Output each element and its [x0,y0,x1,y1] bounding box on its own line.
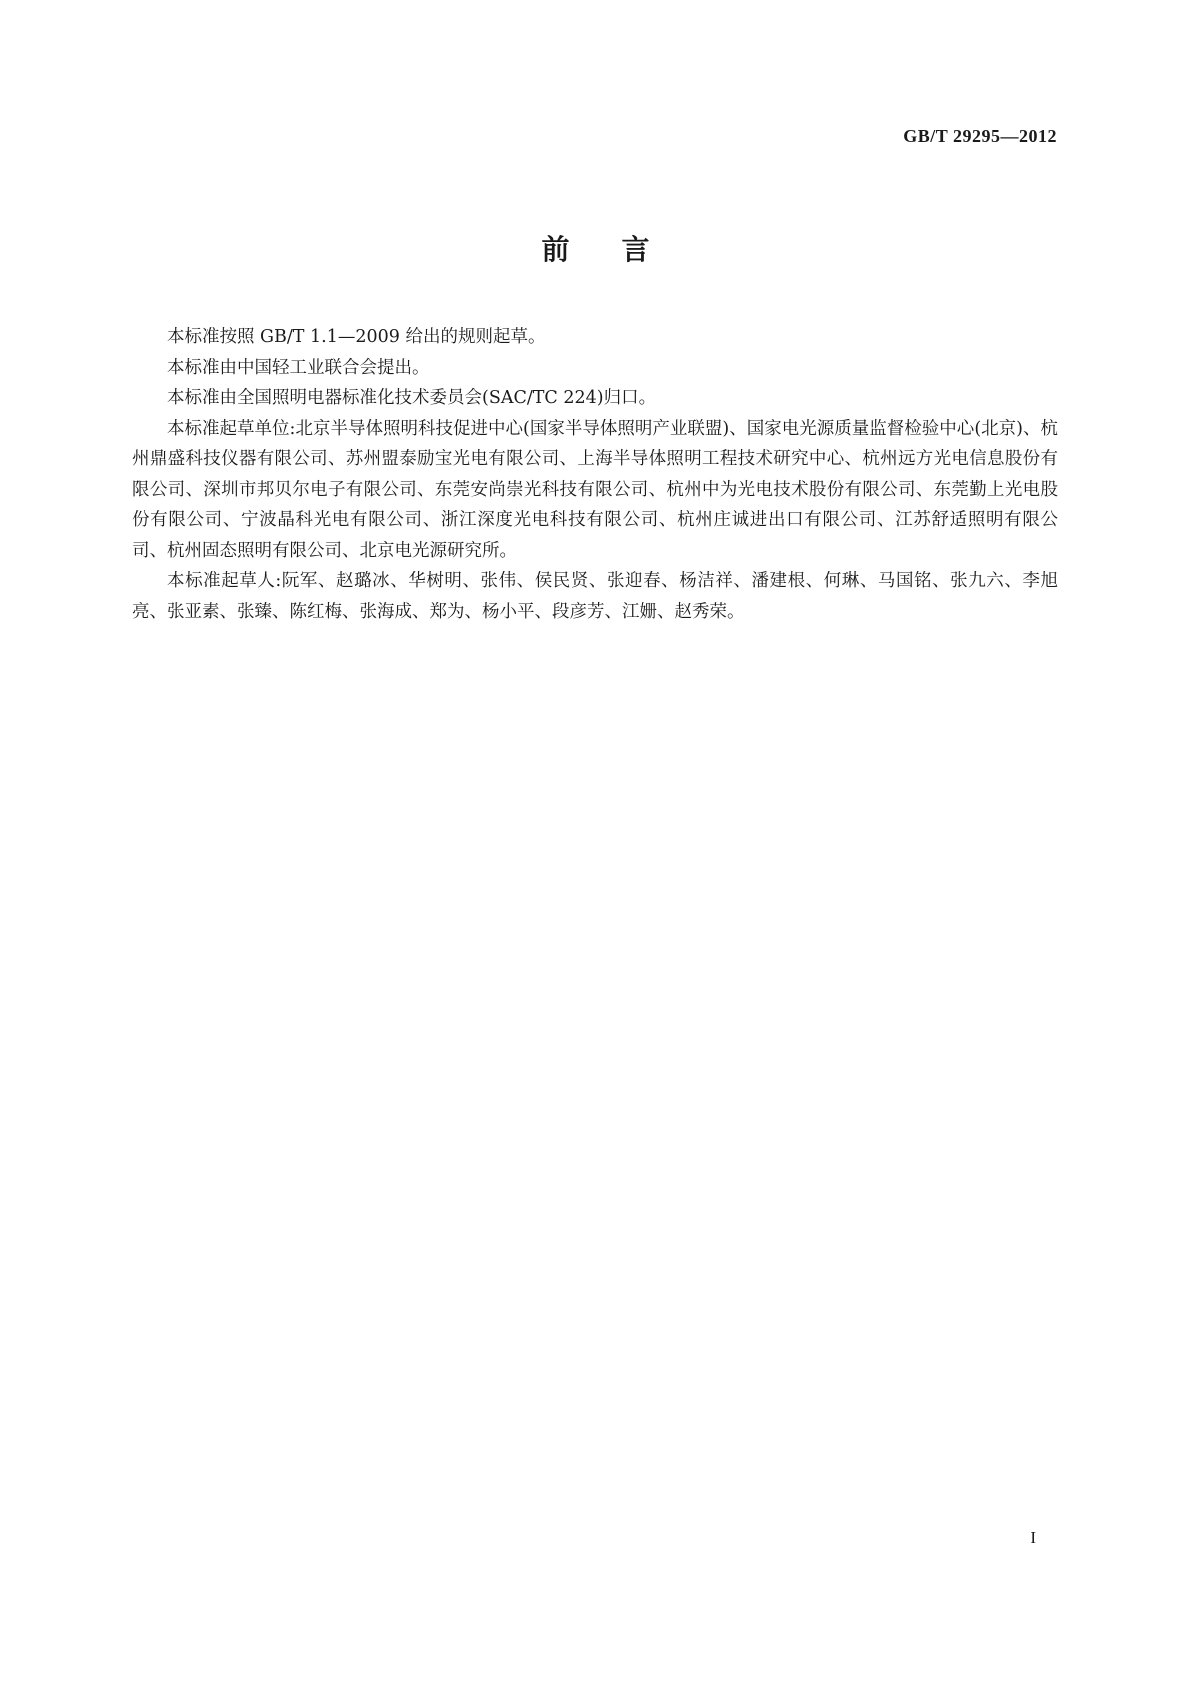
page-title: 前言 [541,233,702,266]
paragraph-drafters: 本标准起草人:阮军、赵璐冰、华树明、张伟、侯民贤、张迎春、杨洁祥、潘建根、何琳、马国铭、张九六、李旭亮、张亚素、张臻、陈红梅、张海成、郑为、杨小平、段彦芳、江姗、赵秀荣。 [132,571,1058,622]
standard-number: GB/T 29295—2012 [903,126,1057,146]
paragraph-technical-committee: 本标准由全国照明电器标准化技术委员会(SAC/TC 224)归口。 [167,388,657,408]
foreword-body [132,322,1058,627]
page-number: I [1030,1528,1036,1547]
paragraph-drafting-rules: 本标准按照 GB/T 1.1—2009 给出的规则起草。 [167,327,546,347]
paragraph-proposer: 本标准由中国轻工业联合会提出。 [167,357,430,378]
paragraph-drafting-organizations: 本标准起草单位:北京半导体照明科技促进中心(国家半导体照明产业联盟)、国家电光源质量监督检验中心(北京)、杭州鼎盛科技仪器有限公司、苏州盟泰励宝光电有限公司、上海半导体照明工程技术研究中心、杭州远方光电信息股份有限公司、深圳市邦贝尔电子有限公司、东莞安尚崇光科技有限公司、杭州中为光电技术股份有限公司、东莞勤上光电股份有限公司、宁波晶科光电有限公司、浙江深度光电科技有限公司、杭州庄诚进出口有限公司、江苏舒适照明有限公司、杭州固态照明有限公司、北京电光源研究所。 [132,418,1058,561]
